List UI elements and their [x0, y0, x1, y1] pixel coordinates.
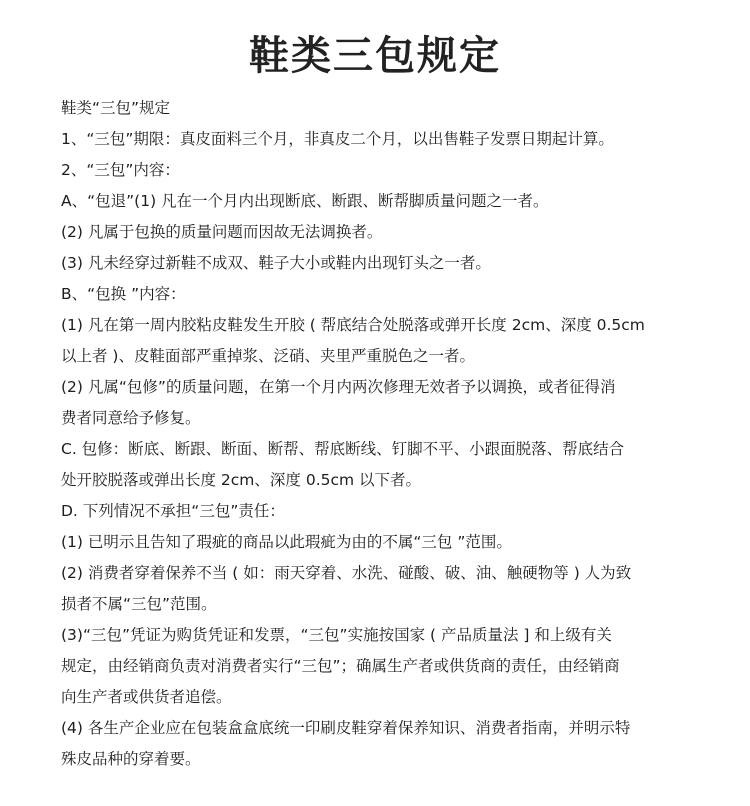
text-line: 2、“三包”内容： — [61, 161, 180, 179]
text-line: (2) 消费者穿着保养不当 ( 如：雨天穿着、水洗、碰酸、破、油、触硬物等 ) 人为致 — [61, 564, 632, 582]
text-line: 规定，由经销商负责对消费者实行“三包”；确属生产者或供货商的责任，由经销商 — [61, 657, 620, 675]
text-line: 向生产者或供货者追偿。 — [61, 688, 232, 706]
text-line: (2) 凡属于包换的质量问题而因故无法调换者。 — [61, 223, 383, 241]
text-line: 以上者 )、皮鞋面部严重掉浆、泛硝、夹里严重脱色之一者。 — [61, 347, 475, 365]
text-line: (4) 各生产企业应在包装盒盒底统一印刷皮鞋穿着保养知识、消费者指南，并明示特 — [61, 719, 631, 737]
text-line: 鞋类“三包”规定 — [61, 99, 171, 117]
text-line: (1) 凡在第一周内胶粘皮鞋发生开胶 ( 帮底结合处脱落或弹开长度 2cm、深度 0.5cm — [61, 316, 645, 334]
document-title: 鞋类三包规定 — [249, 33, 501, 79]
text-line: (3) 凡未经穿过新鞋不成双、鞋子大小或鞋内出现钉头之一者。 — [61, 254, 491, 272]
text-line: 处开胶脱落或弹出长度 2cm、深度 0.5cm 以下者。 — [61, 471, 422, 489]
text-line: B、“包换 ”内容： — [61, 285, 186, 303]
text-line: (2) 凡属“包修”的质量问题，在第一个月内两次修理无效者予以调换，或者征得消 — [61, 378, 616, 396]
text-line: (1) 已明示且告知了瑕疵的商品以此瑕疵为由的不属“三包 ”范围。 — [61, 533, 512, 551]
text-line: (3)“三包”凭证为购货凭证和发票，“三包”实施按国家 ( 产品质量法 ] 和上级有关 — [61, 626, 612, 644]
text-line: 殊皮品种的穿着要。 — [61, 750, 201, 768]
text-line: D. 下列情况不承担“三包”责任： — [61, 502, 285, 520]
text-line: 费者同意给予修复。 — [61, 409, 201, 427]
document-body — [61, 93, 691, 775]
text-line: 损者不属“三包”范围。 — [61, 595, 217, 613]
text-line: C. 包修：断底、断跟、断面、断帮、帮底断线、钉脚不平、小跟面脱落、帮底结合 — [61, 440, 625, 458]
text-line: 1、“三包”期限：真皮面料三个月，非真皮二个月，以出售鞋子发票日期起计算。 — [61, 130, 614, 148]
text-line: A、“包退”(1) 凡在一个月内出现断底、断跟、断帮脚质量问题之一者。 — [61, 192, 549, 210]
